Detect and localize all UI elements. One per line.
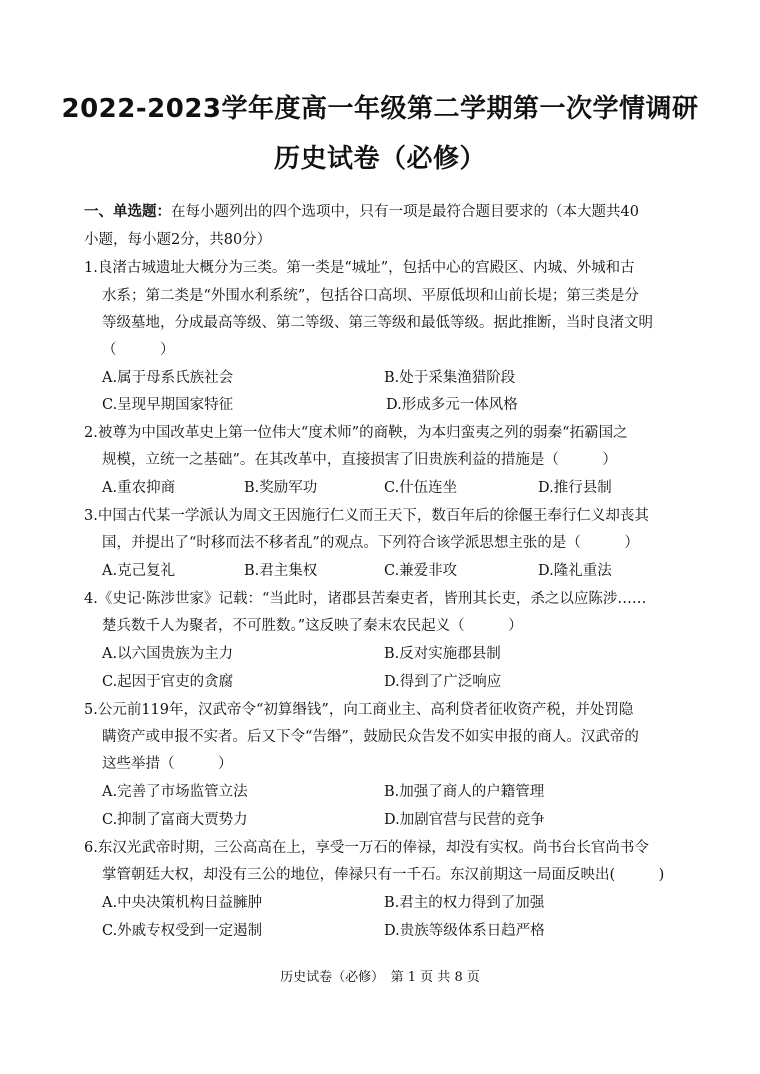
question-6-option-c[interactable]: C.外戚专权受到一定遏制 — [102, 923, 263, 939]
question-1-option-a[interactable]: A.属于母系氏族社会 — [102, 370, 234, 386]
question-1-option-c[interactable]: C.呈现早期国家特征 — [102, 397, 234, 413]
question-2-option-a[interactable]: A.重农抑商 — [102, 480, 176, 496]
question-5-line-1: 5.公元前119年，汉武帝令“初算缗钱”，向工商业主、高利贷者征收资产税，并处罚隐 — [84, 702, 634, 718]
question-5-line-3: 这些举措（ ） — [102, 756, 233, 772]
question-1-line-1: 1.良渚古城遗址大概分为三类。第一类是“城址”，包括中心的宫殿区、内城、外城和古 — [84, 260, 635, 276]
section-heading: 一、单选题： — [84, 204, 171, 220]
question-4-line-1: 4.《史记·陈涉世家》记载：“当此时，诸郡县苦秦吏者，皆刑其长吏，杀之以应陈涉…… — [84, 591, 647, 607]
question-2-line-2: 规模，立统一之基础”。在其改革中，直接损害了旧贵族利益的措施是（ ） — [102, 452, 617, 468]
question-4-line-2: 楚兵数千人为聚者，不可胜数。”这反映了秦末农民起义（ ） — [102, 618, 523, 634]
question-5-option-d[interactable]: D.加剧官营与民营的竞争 — [384, 812, 545, 828]
question-5-option-b[interactable]: B.加强了商人的户籍管理 — [384, 784, 545, 800]
question-6-line-1: 6.东汉光武帝时期，三公高高在上，享受一万石的俸禄，却没有实权。尚书台长官尚书令 — [84, 840, 649, 856]
question-4-option-c[interactable]: C.起因于官吏的贪腐 — [102, 674, 234, 690]
question-3-line-1: 3.中国古代某一学派认为周文王因施行仁义而王天下，数百年后的徐偃王奉行仁义却丧其 — [84, 508, 649, 524]
question-1-option-b[interactable]: B.处于采集渔猎阶段 — [384, 370, 516, 386]
question-2-option-b[interactable]: B.奖励军功 — [244, 480, 318, 496]
question-2-option-c[interactable]: C.什伍连坐 — [384, 480, 458, 496]
question-4-option-b[interactable]: B.反对实施郡县制 — [384, 646, 501, 662]
section-instruction-line2: 小题，每小题2分，共80分） — [84, 232, 272, 248]
question-3-option-d[interactable]: D.隆礼重法 — [538, 563, 612, 579]
question-6-option-a[interactable]: A.中央决策机构日益臃肿 — [102, 895, 263, 911]
exam-title: 2022-2023学年度高一年级第二学期第一次学情调研 — [61, 94, 699, 124]
question-3-option-b[interactable]: B.君主集权 — [244, 563, 318, 579]
question-1-line-4: （ ） — [102, 342, 175, 358]
question-4-option-a[interactable]: A.以六国贵族为主力 — [102, 646, 234, 662]
section-instruction-line1 — [84, 203, 639, 221]
section-instruction: 在每小题列出的四个选项中，只有一项是最符合题目要求的（本大题共40 — [171, 204, 639, 220]
question-6-option-b[interactable]: B.君主的权力得到了加强 — [384, 895, 545, 911]
question-2-line-1: 2.被尊为中国改革史上第一位伟大“度术师”的商鞅，为本归蛮夷之列的弱秦“拓霸国之 — [84, 425, 628, 441]
page-footer: 历史试卷（必修） 第 1 页 共 8 页 — [280, 970, 480, 985]
question-6-option-d[interactable]: D.贵族等级体系日趋严格 — [384, 923, 545, 939]
question-5-option-a[interactable]: A.完善了市场监管立法 — [102, 784, 248, 800]
question-3-option-a[interactable]: A.克己复礼 — [102, 563, 176, 579]
question-1-line-2: 水系；第二类是“外围水利系统”，包括谷口高坝、平原低坝和山前长堤；第三类是分 — [102, 288, 639, 304]
exam-subtitle: 历史试卷（必修） — [273, 144, 486, 174]
question-5-line-2: 瞒资产或申报不实者。后又下令“告缗”，鼓励民众告发不如实申报的商人。汉武帝的 — [102, 729, 639, 745]
question-4-option-d[interactable]: D.得到了广泛响应 — [384, 674, 502, 690]
question-2-option-d[interactable]: D.推行县制 — [538, 480, 612, 496]
question-5-option-c[interactable]: C.抑制了富商大贾势力 — [102, 812, 248, 828]
question-6-line-2: 掌管朝廷大权，却没有三公的地位，俸禄只有一千石。东汉前期这一局面反映出( ) — [102, 867, 665, 883]
question-1-line-3: 等级墓地，分成最高等级、第二等级、第三等级和最低等级。据此推断，当时良渚文明 — [102, 315, 653, 331]
question-1-option-d[interactable]: D.形成多元一体风格 — [386, 397, 518, 413]
question-3-option-c[interactable]: C.兼爱非攻 — [384, 563, 458, 579]
question-3-line-2: 国，并提出了“时移而法不移者乱”的观点。下列符合该学派思想主张的是（ ） — [102, 535, 639, 551]
